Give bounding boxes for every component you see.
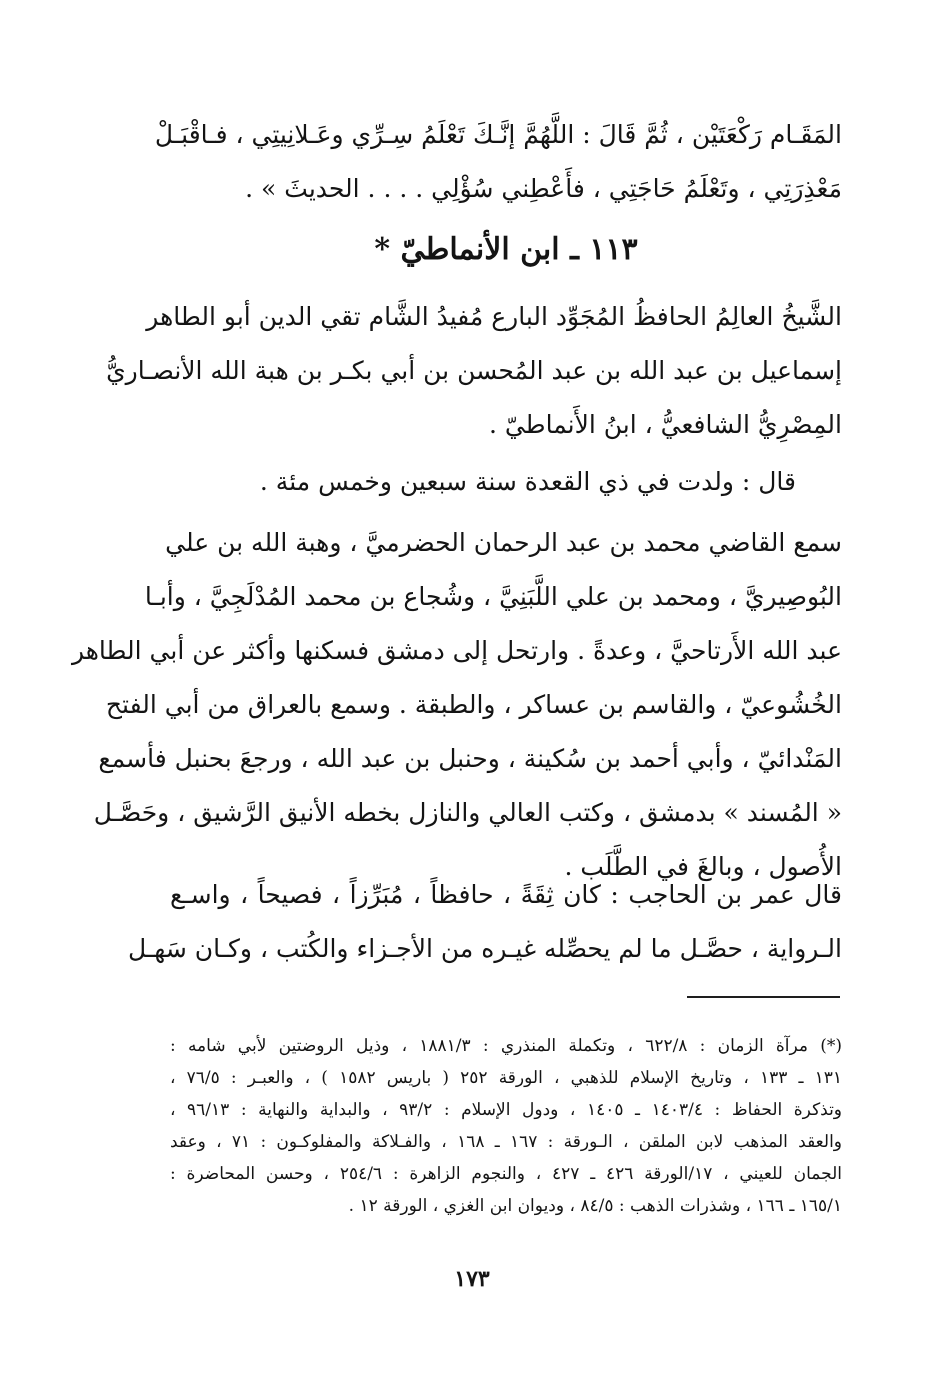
footnote-line: والعقد المذهب لابن الملقن ، الـورقة : ١٦٧ ـ ١٦٨ ، والفـلاكة والمفلوكـون : ٧١ ، وعقد: [170, 1132, 842, 1152]
intro-line: مَعْذِرَتِي ، وتَعْلَمُ حَاجَتِي ، فأَعْطِني سُؤْلِي . . . . الحديثَ » .: [245, 174, 842, 203]
footnote-separator: [687, 996, 840, 998]
entry-heading: ١١٣ ـ ابن الأنماطيّ *: [374, 232, 638, 267]
paragraph-line: الشَّيخُ العالِمُ الحافظُ المُجَوِّد البارع مُفيدُ الشَّام تقي الدين أبو الطاهر: [146, 302, 842, 331]
paragraph-line: « المُسند » بدمشق ، وكتب العالي والنازل بخطه الأنيق الرَّشيق ، وحَصَّـل: [93, 798, 842, 827]
biography-paragraph-3: [71, 516, 842, 894]
footnote-line: الجمان للعيني ، ١٧/الورقة ٤٢٦ ـ ٤٢٧ ، والنجوم الزاهرة : ٢٥٤/٦ ، وحسن المحاضرة :: [170, 1164, 842, 1184]
biography-paragraph-4: [128, 868, 842, 976]
paragraph-line: قال : ولدت في ذي القعدة سنة سبعين وخمس مئة .: [259, 467, 796, 496]
footnote: [170, 1030, 842, 1222]
paragraph-line: المِصْرِيُّ الشافعيُّ ، ابنُ الأَنماطيّ .: [488, 410, 842, 439]
paragraph-line: إسماعيل بن عبد الله بن عبد المُحسن بن أبي بكـر بن هبة الله الأنصـاريُّ: [106, 356, 842, 385]
page-number: ١٧٣: [454, 1266, 490, 1292]
paragraph-line: المَنْدائيّ ، وأبي أحمد بن سُكينة ، وحنبل بن عبد الله ، ورجعَ بحنبل فأسمع: [98, 744, 842, 773]
paragraph-line: الـرواية ، حصَّـل ما لم يحصِّله غيـره من الأجـزاء والكُتب ، وكـان سَهـل: [128, 934, 842, 963]
paragraph-line: الأُصول ، وبالغَ في الطَّلَب .: [564, 852, 842, 881]
footnote-line: وتذكرة الحفاظ : ١٤٠٣/٤ ـ ١٤٠٥ ، ودول الإسلام : ٩٣/٢ ، والبداية والنهاية : ٩٦/١٣ ،: [170, 1100, 843, 1120]
footnote-line: ١٣١ ـ ١٣٣ ، وتاريخ الإسلام للذهبي ، الورقة ٢٥٢ ( باريس ١٥٨٢ ) ، والعبـر : ٧٦/٥ ،: [170, 1068, 843, 1088]
paragraph-line: قال عمر بن الحاجب : كان ثِقَةً ، حافظاً ، مُبَرِّزاً ، فصيحاً ، واسـع: [170, 880, 842, 909]
birth-paragraph: [170, 455, 842, 509]
footnote-line: (*) مرآة الزمان : ٦٢٢/٨ ، وتكملة المنذري : ١٨٨١/٣ ، وذيل الروضتين لأبي شامه :: [170, 1036, 842, 1056]
intro-paragraph: [154, 108, 842, 216]
footnote-line: ١٦٥/١ ـ ١٦٦ ، وشذرات الذهب : ٨٤/٥ ، وديوان ابن الغزي ، الورقة ١٢ .: [348, 1196, 842, 1216]
paragraph-line: سمع القاضي محمد بن عبد الرحمان الحضرميَّ ، وهبة الله بن علي: [165, 528, 842, 557]
paragraph-line: الخُشُوعيّ ، والقاسم بن عساكر ، والطبقة . وسمع بالعراق من أبي الفتح: [105, 690, 842, 719]
biography-paragraph-1: [106, 290, 842, 452]
paragraph-line: البُوصِيريَّ ، ومحمد بن علي اللَّبَنِيَّ ، وشُجاع بن محمد المُدْلَجِيَّ ، وأبـا: [144, 582, 842, 611]
paragraph-line: عبد الله الأَرتاحيَّ ، وعدةً . وارتحل إلى دمشق فسكنها وأكثر عن أبي الطاهر: [71, 636, 842, 665]
intro-line: المَقَـام رَكْعَتَيْن ، ثُمَّ قَالَ : اللَّهُمَّ إنَّـكَ تَعْلَمُ سِـرِّي وعَـلانِيتِي ، فـاقْبَـلْ: [154, 120, 842, 149]
